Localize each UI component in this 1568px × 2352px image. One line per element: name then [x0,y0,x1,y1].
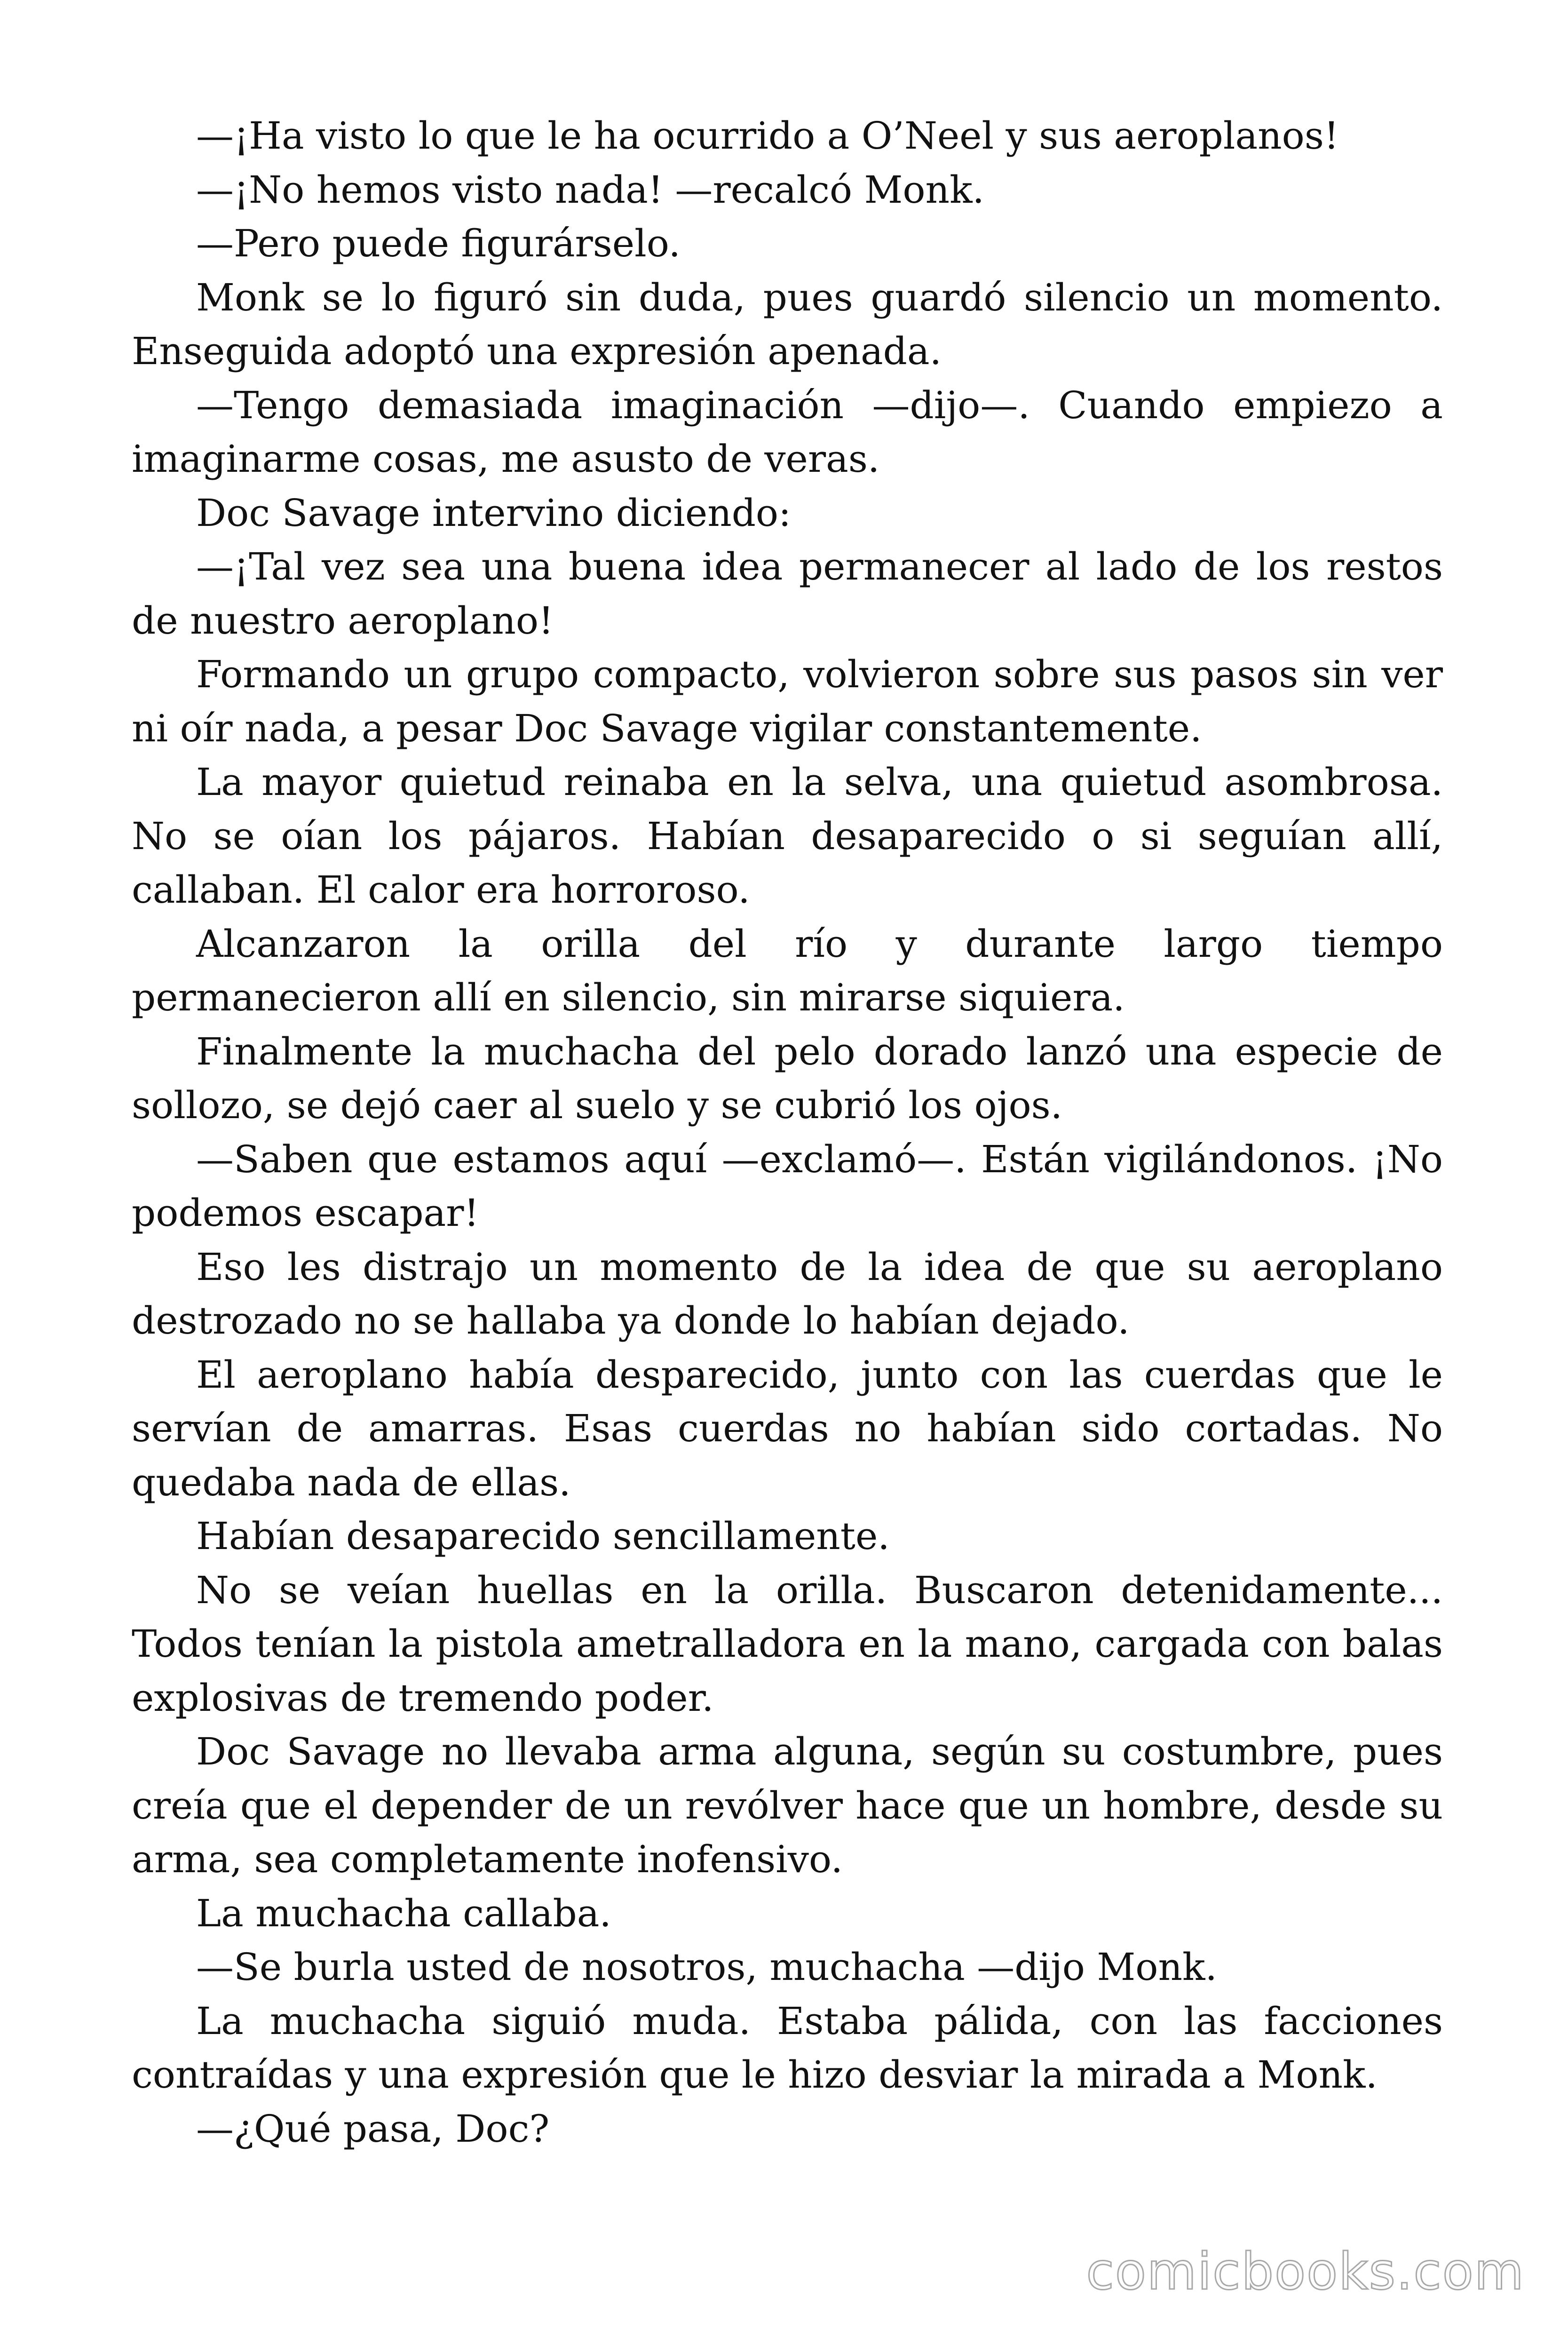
paragraph: Monk se lo figuró sin duda, pues guardó silencio un momento. Enseguida adoptó una expresión apenada. [132,275,1443,373]
paragraph: La mayor quietud reinaba en la selva, una quietud asombrosa. No se oían los pájaros. Habían desaparecido o si seguían allí, callaban. El calor era horroroso. [132,760,1443,912]
paragraph: —¿Qué pasa, Doc? [196,2106,550,2151]
paragraph: —¡Ha visto lo que le ha ocurrido a O’Neel y sus aeroplanos! [196,114,1339,158]
paragraph: La muchacha callaba. [196,1891,611,1935]
body-text [132,109,1443,2156]
paragraph: Finalmente la muchacha del pelo dorado lanzó una especie de sollozo, se dejó caer al suelo y se cubrió los ojos. [132,1029,1443,1127]
paragraph: —¡No hemos visto nada! —recalcó Monk. [196,167,984,212]
paragraph: Formando un grupo compacto, volvieron sobre sus pasos sin ver ni oír nada, a pesar Doc Savage vigilar constantemente. [132,652,1443,750]
paragraph: Eso les distrajo un momento de la idea de que su aeroplano destrozado no se hallaba ya donde lo habían dejado. [132,1245,1443,1343]
paragraph: No se veían huellas en la orilla. Buscaron detenidamente... Todos tenían la pistola ametralladora en la mano, cargada con balas explosivas de tremendo poder. [132,1568,1443,1720]
paragraph: —Saben que estamos aquí —exclamó—. Están vigilándonos. ¡No podemos escapar! [132,1137,1443,1235]
paragraph: El aeroplano había desparecido, junto con las cuerdas que le servían de amarras. Esas cuerdas no habían sido cortadas. No quedaba nada de ellas. [132,1352,1443,1504]
watermark: comicbooks.com [1086,2242,1525,2301]
paragraph: Alcanzaron la orilla del río y durante largo tiempo permanecieron allí en silencio, sin mirarse siquiera. [132,922,1443,1019]
paragraph: La muchacha siguió muda. Estaba pálida, con las facciones contraídas y una expresión que le hizo desviar la mirada a Monk. [132,1999,1443,2097]
paragraph: —¡Tal vez sea una buena idea permanecer al lado de los restos de nuestro aeroplano! [132,545,1443,643]
paragraph: Doc Savage no llevaba arma alguna, según su costumbre, pues creía que el depender de un revólver hace que un hombre, desde su arma, sea completamente inofensivo. [132,1730,1443,1881]
paragraph: Doc Savage intervino diciendo: [196,491,792,535]
paragraph: Habían desaparecido sencillamente. [196,1514,890,1558]
paragraph: —Tengo demasiada imaginación —dijo—. Cuando empiezo a imaginarme cosas, me asusto de veras. [132,383,1443,481]
paragraph: —Se burla usted de nosotros, muchacha —dijo Monk. [196,1945,1217,1989]
paragraph: —Pero puede figurárselo. [196,222,681,265]
